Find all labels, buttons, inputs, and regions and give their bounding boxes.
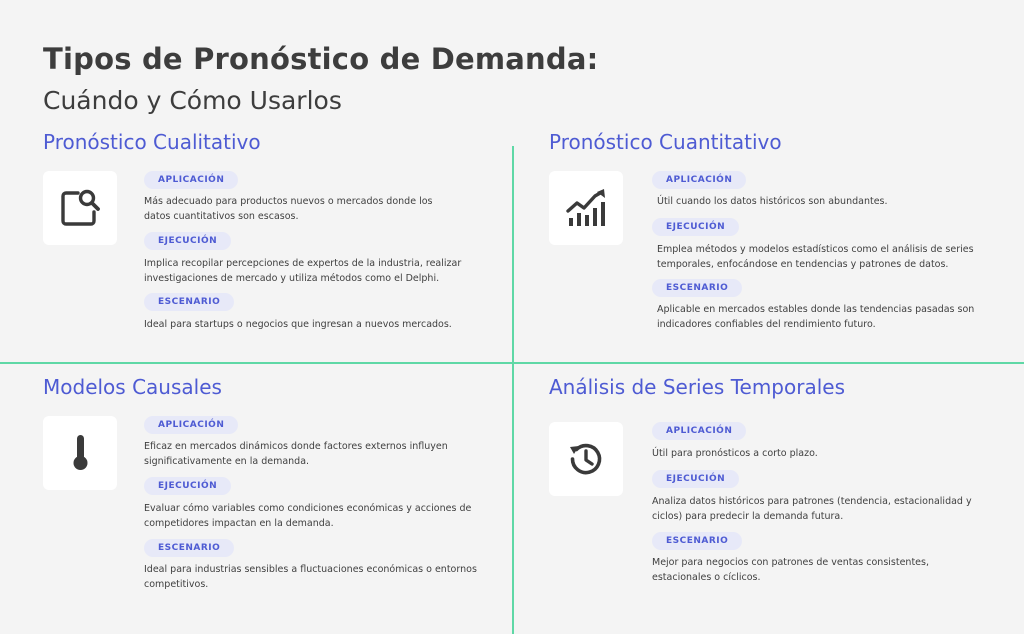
section-causales [43, 375, 493, 605]
badge-ejecucion: EJECUCIÓN [144, 477, 231, 495]
history-icon [562, 435, 610, 483]
aplicacion-text: Eficaz en mercados dinámicos donde factores externos influyen significativamente en la demanda. [144, 441, 448, 467]
badge-ejecucion: EJECUCIÓN [144, 232, 231, 250]
ejecucion-text: Emplea métodos y modelos estadísticos como el análisis de series temporales, enfocándose en tendencias y patrones de datos. [657, 244, 974, 270]
trending-chart-icon [562, 184, 610, 232]
aplicacion-text: Útil cuando los datos históricos son abundantes. [657, 196, 888, 207]
vertical-divider [512, 146, 514, 634]
badge-aplicacion: APLICACIÓN [144, 416, 238, 434]
section-title: Pronóstico Cualitativo [43, 130, 261, 154]
section-cualitativo [43, 130, 493, 350]
ejecucion-text: Analiza datos históricos para patrones (tendencia, estacionalidad y ciclos) para predecir la demanda futura. [652, 496, 972, 522]
badge-escenario: ESCENARIO [652, 532, 742, 550]
aplicacion-text: Útil para pronósticos a corto plazo. [652, 448, 818, 459]
ejecucion-text: Implica recopilar percepciones de expertos de la industria, realizar investigaciones de mercado y utiliza métodos como el Delphi. [144, 258, 462, 284]
badge-aplicacion: APLICACIÓN [144, 171, 238, 189]
page-title: Tipos de Pronóstico de Demanda: [43, 42, 599, 76]
section-cuantitativo [549, 130, 999, 350]
ejecucion-text: Evaluar cómo variables como condiciones económicas y acciones de competidores impactan en la demanda. [144, 503, 472, 529]
icon-card [549, 422, 623, 496]
escenario-text: Aplicable en mercados estables donde las tendencias pasadas son indicadores confiables del rendimiento futuro. [657, 304, 975, 330]
icon-card [549, 171, 623, 245]
aplicacion-text: Más adecuado para productos nuevos o mercados donde los datos cuantitativos son escasos. [144, 196, 433, 222]
section-title: Modelos Causales [43, 375, 222, 399]
thermometer-icon [56, 429, 104, 477]
escenario-text: Ideal para startups o negocios que ingresan a nuevos mercados. [144, 319, 452, 330]
escenario-text: Ideal para industrias sensibles a fluctuaciones económicas o entornos competitivos. [144, 564, 477, 590]
page-subtitle: Cuándo y Cómo Usarlos [43, 86, 342, 115]
section-series-temporales [549, 375, 999, 605]
badge-escenario: ESCENARIO [652, 279, 742, 297]
badge-aplicacion: APLICACIÓN [652, 422, 746, 440]
horizontal-divider [0, 362, 1024, 364]
icon-card [43, 171, 117, 245]
badge-aplicacion: APLICACIÓN [652, 171, 746, 189]
escenario-text: Mejor para negocios con patrones de ventas consistentes, estacionales o cíclicos. [652, 557, 929, 583]
badge-ejecucion: EJECUCIÓN [652, 470, 739, 488]
badge-escenario: ESCENARIO [144, 293, 234, 311]
section-title: Análisis de Series Temporales [549, 375, 845, 399]
badge-ejecucion: EJECUCIÓN [652, 218, 739, 236]
section-title: Pronóstico Cuantitativo [549, 130, 782, 154]
icon-card [43, 416, 117, 490]
search-document-icon [56, 184, 104, 232]
badge-escenario: ESCENARIO [144, 539, 234, 557]
